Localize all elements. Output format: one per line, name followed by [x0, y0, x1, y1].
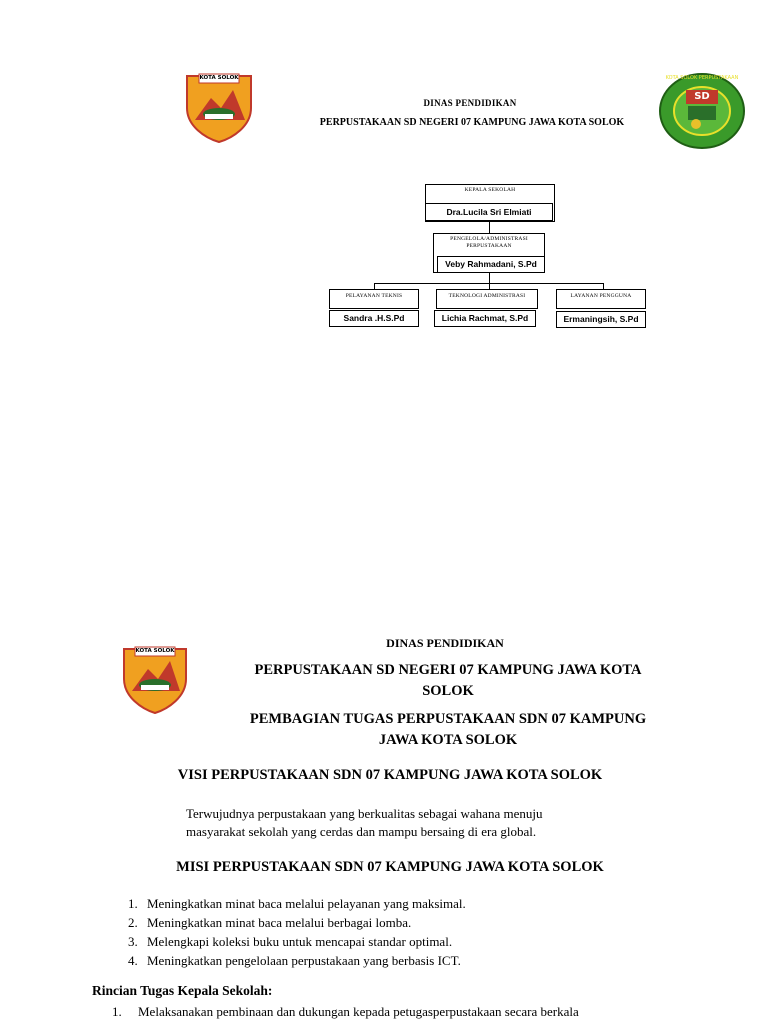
list-num: 1. [128, 896, 138, 911]
logo-caption: KOTA SOLOK [135, 648, 175, 654]
logo-caption: KOTA SOLOK [199, 75, 239, 81]
page1-header-line1: DINAS PENDIDIKAN [423, 98, 517, 108]
page2-header-line2a: PERPUSTAKAAN SD NEGERI 07 KAMPUNG JAWA KOTA [254, 662, 642, 678]
list-item [128, 894, 688, 913]
org-unit-name: Ermaningsih, S.Pd [556, 311, 646, 328]
page2-header-line1: DINAS PENDIDIKAN [386, 636, 504, 650]
list-text: Melaksanakan pembinaan dan dukungan kepada petugasperpustakaan secara berkala [138, 1004, 579, 1019]
list-item [128, 913, 688, 932]
list-num: 4. [128, 953, 138, 968]
page2-header-line3b: JAWA KOTA SOLOK [378, 732, 518, 748]
org-head-name: Dra.Lucila Sri Elmiati [425, 203, 553, 221]
list-text: Meningkatkan minat baca melalui berbagai lomba. [147, 915, 412, 930]
org-unit-box [329, 289, 419, 309]
kota-solok-logo [118, 645, 192, 715]
list-text: Meningkatkan minat baca melalui pelayanan yang maksimal. [147, 896, 466, 911]
visi-title: VISI PERPUSTAKAAN SDN 07 KAMPUNG JAWA KOTA SOLOK [177, 767, 603, 783]
list-num: 1. [112, 1004, 122, 1019]
visi-text-line2: masyarakat sekolah yang cerdas dan mampu bersaing di era global. [186, 824, 537, 839]
rincian-title: Rincian Tugas Kepala Sekolah: [92, 983, 273, 998]
list-num: 3. [128, 934, 138, 949]
list-text: Melengkapi koleksi buku untuk mencapai standar optimal. [147, 934, 453, 949]
connector [489, 273, 490, 283]
logo-ring-text: KOTA SOLOK PERPUSTAKAAN [665, 75, 739, 81]
connector [489, 222, 490, 233]
org-admin-role: PENGELOLA/ADMINISTRASI PERPUSTAKAAN [450, 236, 528, 249]
org-unit-name: Lichia Rachmat, S.Pd [434, 310, 536, 327]
perpustakaan-logo [658, 72, 746, 150]
misi-title: MISI PERPUSTAKAAN SDN 07 KAMPUNG JAWA KOTA SOLOK [176, 859, 604, 875]
rincian-list [112, 1002, 762, 1021]
kota-solok-logo [181, 72, 257, 144]
page1-header-line2: PERPUSTAKAAN SD NEGERI 07 KAMPUNG JAWA KOTA SOLOK [319, 117, 625, 128]
org-head-role: KEPALA SEKOLAH [464, 187, 516, 193]
list-num: 2. [128, 915, 138, 930]
misi-list [128, 894, 688, 970]
org-admin-name: Veby Rahmadani, S.Pd [437, 256, 545, 273]
list-item [128, 932, 688, 951]
org-unit-role: TEKNOLOGI ADMINISTRASI [448, 293, 526, 299]
logo-inner-text: SD [694, 91, 710, 102]
list-item [128, 951, 688, 970]
visi-text-line1: Terwujudnya perpustakaan yang berkualitas sebagai wahana menuju [186, 806, 543, 821]
page2-header-line3a: PEMBAGIAN TUGAS PERPUSTAKAAN SDN 07 KAMPUNG [249, 711, 647, 727]
list-item [112, 1002, 762, 1021]
page2-header-line2b: SOLOK [422, 683, 474, 699]
org-unit-name: Sandra .H.S.Pd [329, 310, 419, 327]
org-unit-box [556, 289, 646, 309]
org-unit-box [436, 289, 538, 309]
org-unit-role: LAYANAN PENGGUNA [570, 293, 632, 299]
org-unit-role: PELAYANAN TEKNIS [345, 293, 403, 299]
list-text: Meningkatkan pengelolaan perpustakaan yang berbasis ICT. [147, 953, 461, 968]
